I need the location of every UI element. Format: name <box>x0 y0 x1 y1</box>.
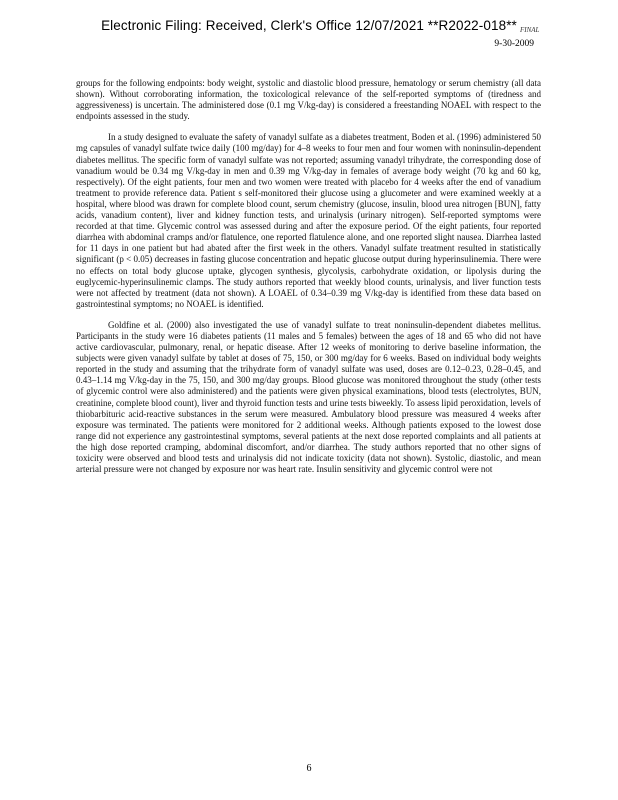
document-date: 9-30-2009 <box>494 39 534 49</box>
page-number: 6 <box>306 763 312 774</box>
filing-stamp: Electronic Filing: Received, Clerk's Office 12/07/2021 **R2022-018** <box>101 18 517 33</box>
paragraph-2: In a study designed to evaluate the safety of vanadyl sulfate as a diabetes treatment, Boden et al. (1996) administered 50 mg capsules of vanadyl sulfate twice daily (100 mg/day) for 4–8 weeks to four men and four women with noninsulin-dependent diabetes mellitus. The specific form of vanadyl sulfate was not reported; assuming vanadyl trihydrate, the corresponding dose of vanadium would be 0.34 mg V/kg-day in men and 0.39 mg V/kg-day in females of average body weight (70 kg and 60 kg, respectively). Of the eight patients, four men and two women were treated with placebo for 4 weeks after the end of vanadium treatment to provide reference data. Patient s self-monitored their glucose using a glucometer and were examined weekly at a hospital, where blood was drawn for complete blood count, serum chemistry (glucose, insulin, blood urea nitrogen [BUN], fatty acids, vanadium content), liver and kidney function tests, and urinalysis (urinary nitrogen). Self-reported symptoms were recorded at that time. Glycemic control was assessed during and after the exposure period. Of the eight patients, four reported diarrhea with abdominal cramps and/or flatulence, one reported flatulence alone, and one reported slight nausea. Diarrhea lasted for 11 days in one patient but had abated after the first week in the others. Vanadyl sulfate treatment resulted in statistically significant (p < 0.05) decreases in fasting glucose concentration and hepatic glucose output during hyperinsulinemia. There were no effects on total body glucose uptake, glycogen synthesis, glycolysis, carbohydrate oxidation, or lipolysis during the euglycemic-hyperinsulinemic clamps. The study authors reported that weekly blood counts, urinalysis, and liver function tests were not affected by treatment (data not shown). A LOAEL of 0.34–0.39 mg V/kg-day is identified from these data based on gastrointestinal symptoms; no NOAEL is identified. <box>76 132 541 309</box>
body-text <box>76 78 541 485</box>
paragraph-3: Goldfine et al. (2000) also investigated the use of vanadyl sulfate to treat noninsulin-dependent diabetes mellitus. Participants in the study were 16 diabetes patients (11 males and 5 females) between the ages of 18 and 65 who did not have active cardiovascular, pulmonary, renal, or hepatic disease. After 12 weeks of monitoring to derive baseline information, the subjects were given vanadyl sulfate by tablet at doses of 75, 150, or 300 mg/day for 6 weeks. Based on individual body weights reported in the study and assuming that the trihydrate form of vanadyl sulfate was used, doses are 0.12–0.23, 0.28–0.45, and 0.43–1.14 mg V/kg-day in the 75, 150, and 300 mg/day groups. Blood glucose was monitored throughout the study (other tests of glycemic control were also administered) and the patients were given physical examinations, blood tests (electrolytes, BUN, creatinine, complete blood count), liver and thyroid function tests and urine tests biweekly. To assess lipid peroxidation, levels of thiobarbituric acid-reactive substances in the serum were measured. Ambulatory blood pressure was measured 4 weeks after exposure was terminated. The patients were monitored for 2 additional weeks. Although patients exposed to the lowest dose range did not experience any gastrointestinal symptoms, several patients at the next dose reported complaints and all patients at the high dose reported cramping, abdominal discomfort, and/or diarrhea. The study authors reported that no other signs of toxicity were observed and blood tests and urinalysis did not indicate toxicity (data not shown). Systolic, diastolic, and mean arterial pressure were not changed by exposure nor was heart rate. Insulin sensitivity and glycemic control were not <box>76 319 541 475</box>
paragraph-1: groups for the following endpoints: body weight, systolic and diastolic blood pressure, hematology or serum chemistry (all data shown). Without corroborating information, the toxicological relevance of the self-reported symptoms of (tiredness and aggressiveness) is uncertain. The administered dose (0.1 mg V/kg-day) is considered a freestanding NOAEL with respect to the endpoints assessed in the study. <box>76 78 541 122</box>
final-mark: FINAL <box>520 26 540 34</box>
